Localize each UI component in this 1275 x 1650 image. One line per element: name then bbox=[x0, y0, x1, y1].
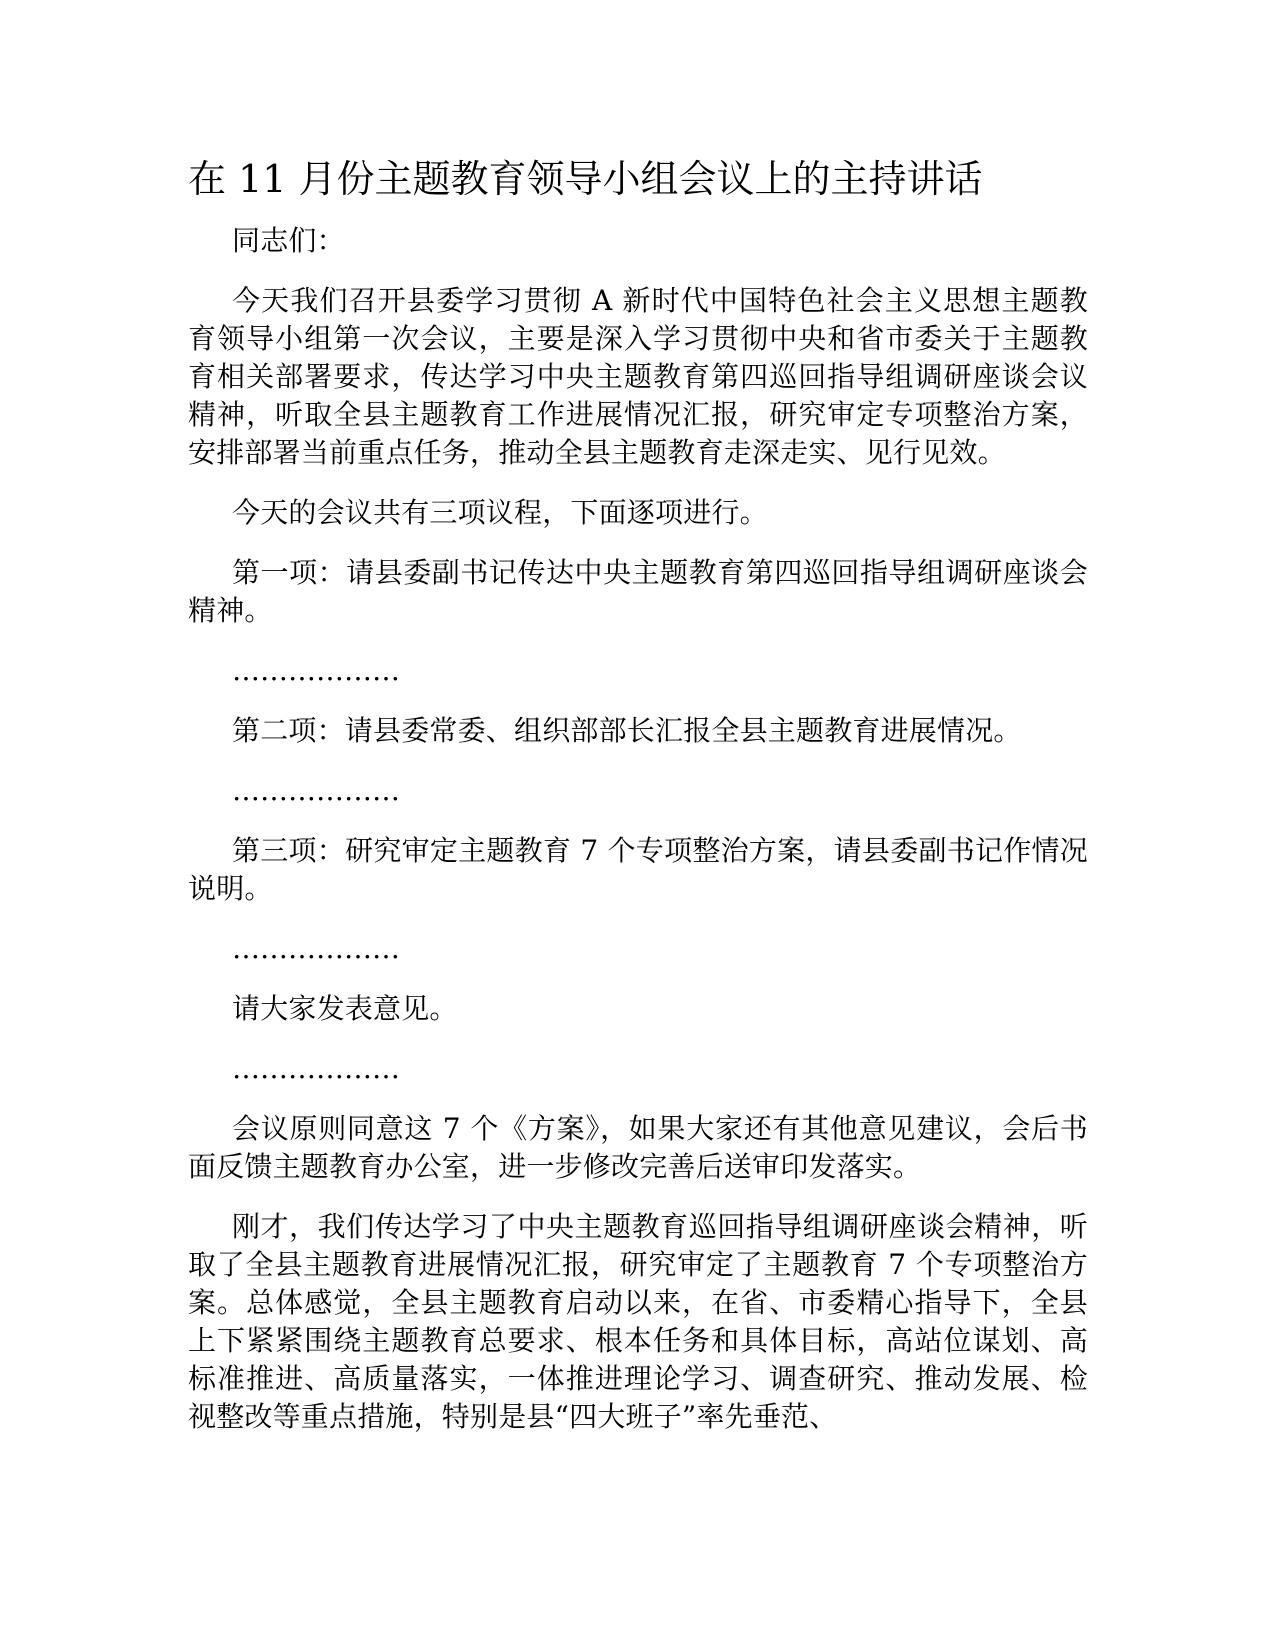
document-title: 在 11 月份主题教育领导小组会议上的主持讲话 bbox=[188, 157, 983, 201]
call-for-opinions: 请大家发表意见。 bbox=[232, 992, 458, 1025]
document-body bbox=[188, 150, 1088, 1458]
salutation: 同志们： bbox=[232, 224, 345, 257]
ellipsis-divider: ……………… bbox=[232, 1052, 400, 1085]
agenda-item-2: 第二项：请县委常委、组织部部长汇报全县主题教育进展情况。 bbox=[232, 714, 1022, 747]
approval-paragraph: 会议原则同意这 7 个《方案》，如果大家还有其他意见建议，会后书面反馈主题教育办公室，进一步修改完善后送审印发落实。 bbox=[188, 1112, 1088, 1183]
summary-paragraph: 刚才，我们传达学习了中央主题教育巡回指导组调研座谈会精神，听取了全县主题教育进展情况汇报，研究审定了主题教育 7 个专项整治方案。总体感觉，全县主题教育启动以来，在省、市委精心指导下，全县上下紧紧围绕主题教育总要求、根本任务和具体目标，高站位谋划、高标准推进、高质量落实，一体推进理论学习、调查研究、推动发展、检视整改等重点措施，特别是县“四大班子”率先垂范、 bbox=[188, 1210, 1088, 1433]
opening-paragraph: 今天我们召开县委学习贯彻 A 新时代中国特色社会主义思想主题教育领导小组第一次会议，主要是深入学习贯彻中央和省市委关于主题教育相关部署要求，传达学习中央主题教育第四巡回指导组调研座谈会议精神，听取全县主题教育工作进展情况汇报，研究审定专项整治方案，安排部署当前重点任务，推动全县主题教育走深走实、见行见效。 bbox=[188, 284, 1088, 469]
agenda-item-3: 第三项：研究审定主题教育 7 个专项整治方案，请县委副书记作情况说明。 bbox=[188, 834, 1088, 905]
agenda-intro: 今天的会议共有三项议程，下面逐项进行。 bbox=[232, 496, 768, 529]
agenda-item-1: 第一项：请县委副书记传达中央主题教育第四巡回指导组调研座谈会精神。 bbox=[188, 556, 1088, 627]
ellipsis-divider: ……………… bbox=[232, 932, 400, 965]
ellipsis-divider: ……………… bbox=[232, 774, 400, 807]
ellipsis-divider: ……………… bbox=[232, 654, 400, 687]
